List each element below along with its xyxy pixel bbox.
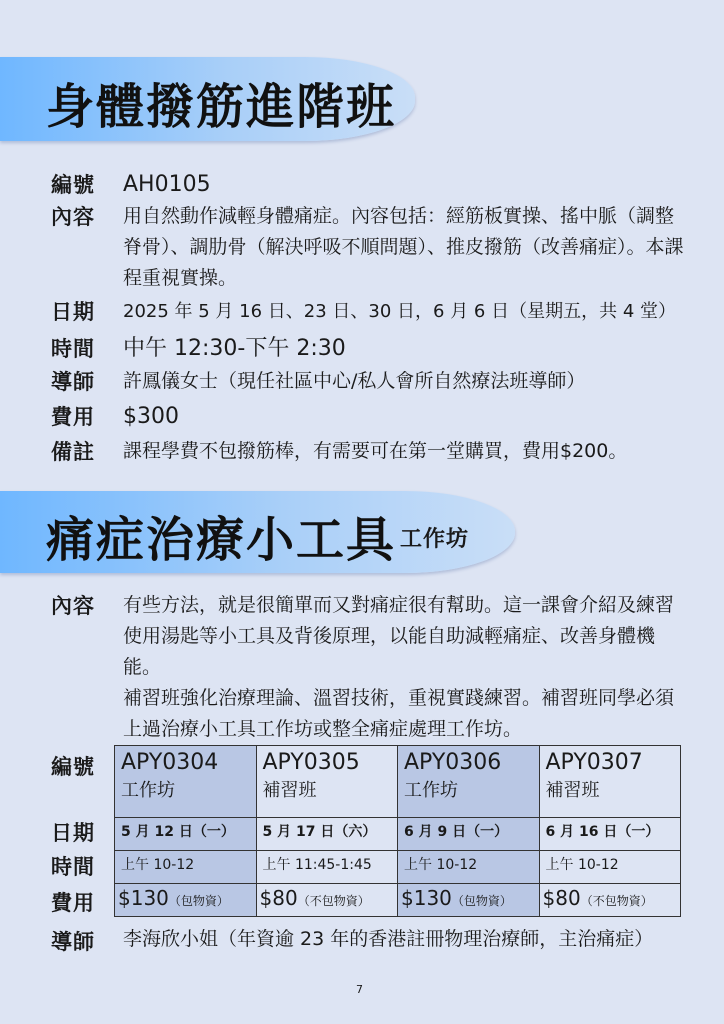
tutor-value: 李海欣小姐（年資逾 23 年的香港註冊物理治療師，主治痛症） — [123, 928, 654, 950]
field-value — [123, 590, 688, 745]
field-date — [51, 296, 691, 328]
field-label: 編號 — [51, 173, 95, 197]
table-row — [115, 851, 681, 884]
course-title-1: 身體撥筋進階班 — [46, 79, 397, 135]
field-content — [51, 201, 691, 296]
field-tutor — [51, 366, 691, 398]
session-code: APY0304 — [121, 750, 219, 775]
course-title-2: 痛症治療小工具 — [46, 512, 397, 568]
content-paragraph-2: 補習班強化治療理論、溫習技術，重視實踐練習。補習班同學必須上過治療小工具工作坊或整全痛症處理工作坊。 — [123, 687, 675, 740]
session-kind: 工作坊 — [121, 780, 175, 801]
table-row — [115, 884, 681, 917]
field-remark — [51, 436, 691, 468]
table-row — [115, 818, 681, 851]
session-fee-note: （包物資） — [451, 894, 512, 908]
grid-label-date: 日期 — [51, 821, 95, 845]
field-value: 課程學費不包撥筋棒，有需要可在第一堂購買，費用$200。 — [123, 440, 628, 462]
session-kind: 補習班 — [545, 780, 600, 801]
field-value: 2025 年 5 月 16 日、23 日、30 日，6 月 6 日（星期五，共 4 堂） — [123, 301, 676, 322]
field-fee — [51, 401, 691, 433]
field-label: 費用 — [51, 405, 95, 429]
session-kind: 工作坊 — [404, 780, 458, 801]
grid-label-code: 編號 — [51, 755, 95, 779]
session-cell — [539, 746, 681, 818]
field-code — [51, 169, 691, 199]
session-fee: $130 — [401, 886, 452, 910]
session-fee: $80 — [542, 886, 581, 910]
session-time: 上午 10-12 — [115, 851, 257, 884]
content-paragraph-1: 有些方法，就是很簡單而又對痛症很有幫助。這一課會介紹及練習使用湯匙等小工具及背後原理，以能自助減輕痛症、改善身體機能。 — [123, 594, 675, 678]
session-time: 上午 10-12 — [398, 851, 540, 884]
field-label: 導師 — [51, 370, 95, 394]
field-label: 時間 — [51, 337, 95, 361]
session-cell — [256, 746, 398, 818]
session-date: 6 月 16 日（一） — [539, 818, 681, 851]
session-date: 5 月 12 日（一） — [115, 818, 257, 851]
session-fee-cell — [398, 884, 540, 917]
session-time: 上午 10-12 — [539, 851, 681, 884]
session-fee: $130 — [118, 886, 169, 910]
session-fee-note: （不包物資） — [580, 894, 653, 908]
field-value: 許鳳儀女士（現任社區中心/私人會所自然療法班導師） — [123, 370, 586, 392]
session-code: APY0306 — [404, 750, 502, 775]
grid-label-fee: 費用 — [51, 891, 95, 915]
session-date: 6 月 9 日（一） — [398, 818, 540, 851]
session-fee: $80 — [259, 886, 298, 910]
session-time: 上午 11:45-1:45 — [256, 851, 398, 884]
session-table — [114, 745, 681, 917]
session-fee-cell — [539, 884, 681, 917]
field-label: 備註 — [51, 440, 95, 464]
table-row — [115, 746, 681, 818]
field-time — [51, 333, 691, 365]
field-content-2 — [51, 590, 691, 740]
field-value: $300 — [123, 404, 179, 429]
session-cell — [398, 746, 540, 818]
session-kind: 補習班 — [262, 780, 317, 801]
session-fee-note: （包物資） — [168, 894, 229, 908]
session-fee-note: （不包物資） — [297, 894, 370, 908]
field-label: 日期 — [51, 300, 95, 324]
course-subtitle: 工作坊 — [400, 527, 470, 552]
page-number: 7 — [356, 983, 363, 996]
session-cell — [115, 746, 257, 818]
field-value: 用自然動作減輕身體痛症。內容包括：經筋板實操、搖中脈（調整脊骨）、調肋骨（解決呼吸不順問題）、推皮撥筋（改善痛症）。本課程重視實操。 — [123, 205, 684, 289]
field-label: 內容 — [51, 594, 95, 618]
grid-label-time: 時間 — [51, 855, 95, 879]
session-code: APY0307 — [545, 750, 643, 775]
field-value: AH0105 — [123, 172, 211, 197]
session-code: APY0305 — [262, 750, 360, 775]
session-fee-cell — [115, 884, 257, 917]
grid-label-tutor: 導師 — [51, 930, 95, 954]
session-date: 5 月 17 日（六） — [256, 818, 398, 851]
field-label: 內容 — [51, 205, 95, 229]
session-fee-cell — [256, 884, 398, 917]
field-value: 中午 12:30-下午 2:30 — [123, 336, 346, 361]
